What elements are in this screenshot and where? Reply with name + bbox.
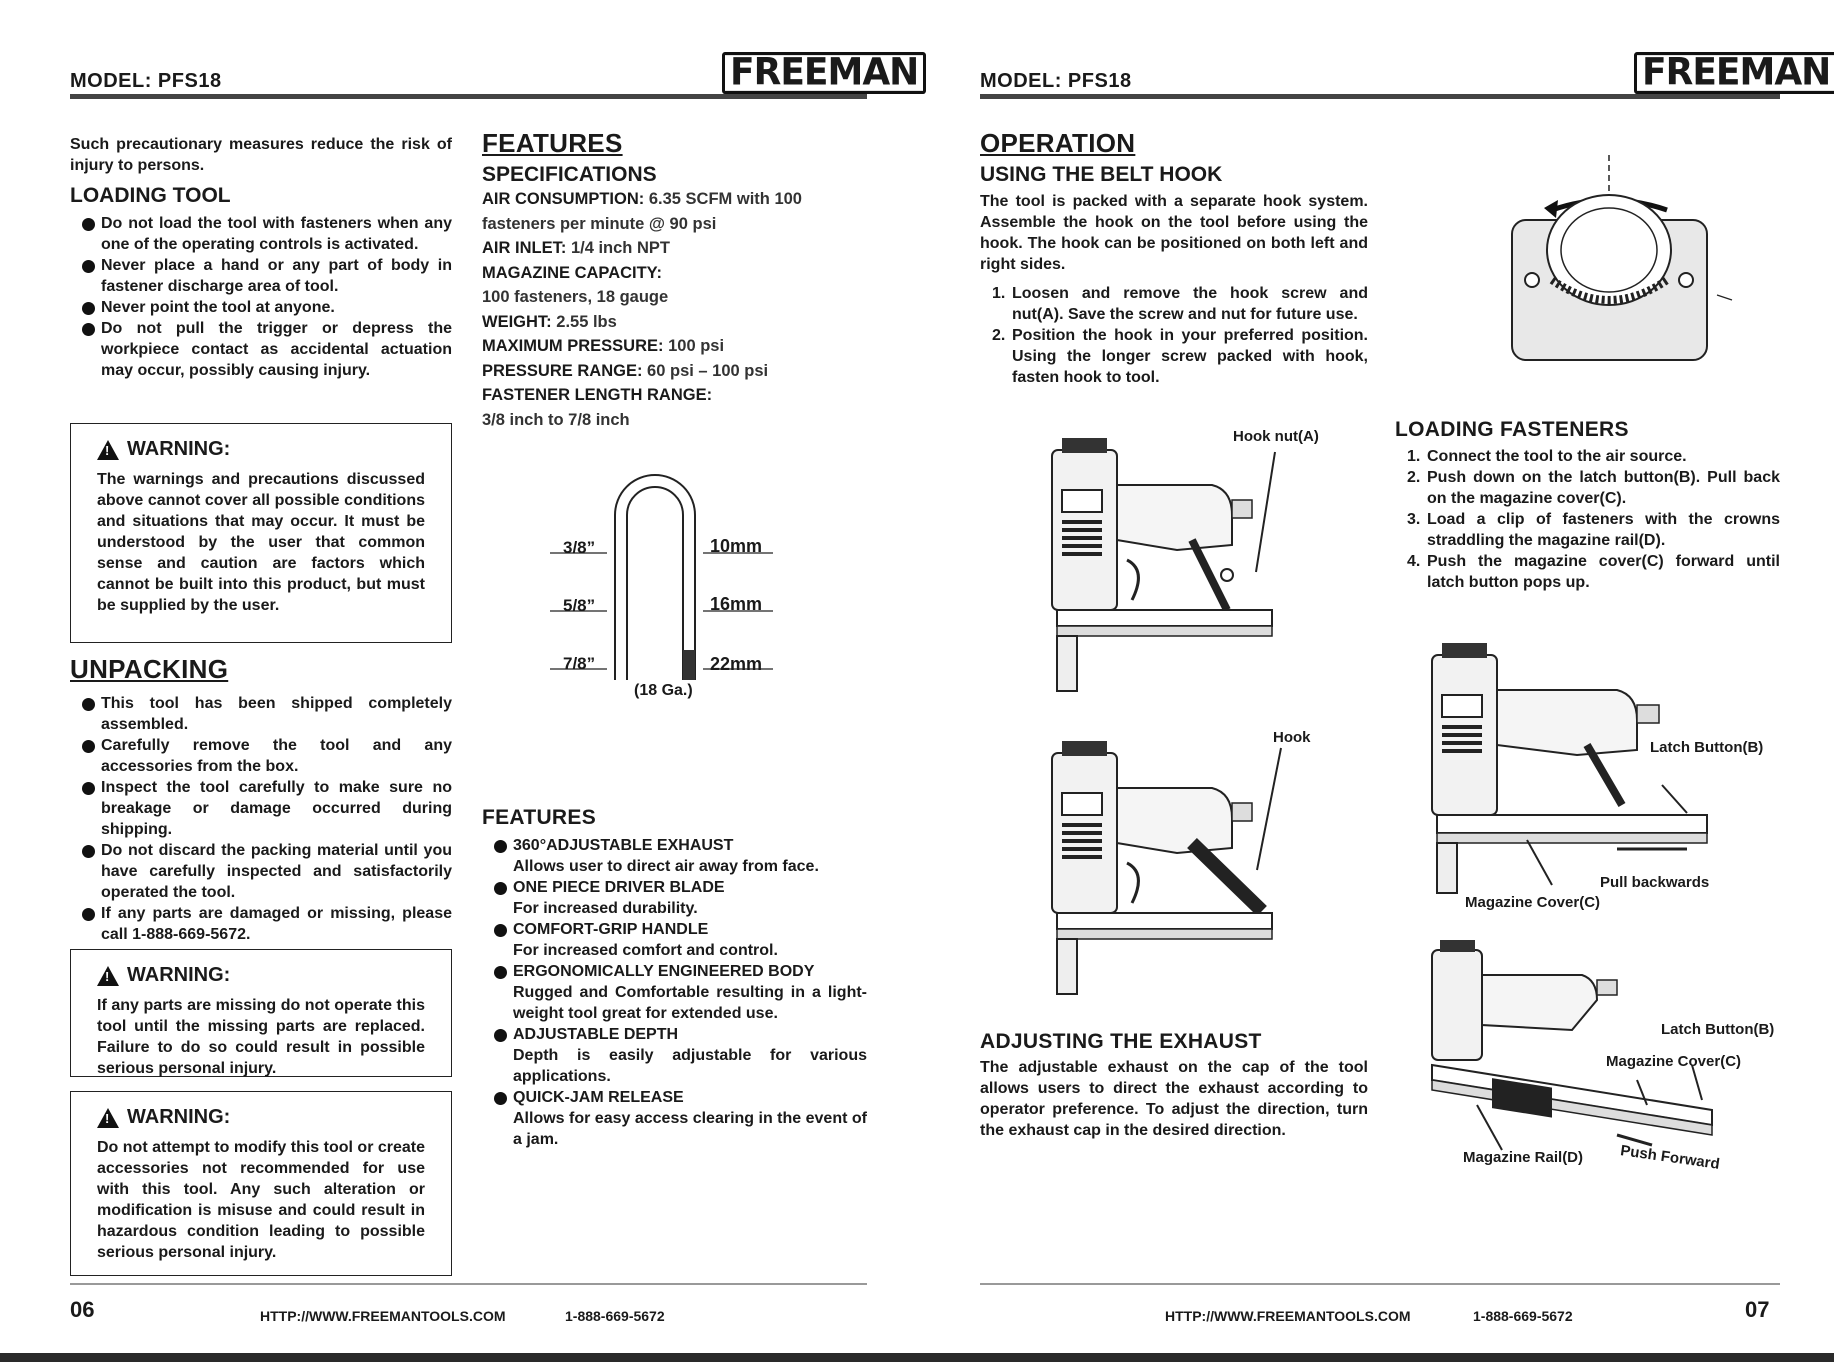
bottom-bar [0, 1353, 1834, 1362]
freeman-logo: FREEMAN [1634, 51, 1834, 94]
list-item: 1. Connect the tool to the air source. [1407, 448, 1687, 465]
list-item: Never point the tool at anyone. [70, 297, 452, 318]
features-title: FEATURES [482, 128, 623, 158]
magazine-rail-label: Magazine Rail(D) [1463, 1149, 1584, 1166]
unpacking-list [70, 693, 452, 945]
staple-diagram [545, 455, 775, 715]
list-item: Do not pull the trigger or depress the workpiece contact as accidental actuation may occur, possibly causing injury. [70, 318, 452, 381]
list-item: Inspect the tool carefully to make sure no breakage or damage occurred during shipping. [70, 777, 452, 840]
feature-item: COMFORT-GRIP HANDLE For increased comfort and control. [482, 919, 867, 961]
left-column [70, 134, 452, 381]
warning-box-1 [70, 423, 452, 643]
feature-item: 360°ADJUSTABLE EXHAUST Allows user to direct air away from face. [482, 835, 867, 877]
belt-hook-title: USING THE BELT HOOK [980, 163, 1223, 186]
list-item: 4. Push the magazine cover(C) forward until latch button pops up. [1407, 553, 1780, 591]
loading-tool-title: LOADING TOOL [70, 184, 231, 207]
loading-tool-list [70, 213, 452, 381]
warning-icon [97, 966, 119, 986]
feature-item: ERGONOMICALLY ENGINEERED BODY Rugged and Comfortable resulting in a light-weight tool great for extended use. [482, 961, 867, 1024]
staple-inch-1: 3/8” [563, 538, 596, 557]
pull-backwards-label: Pull backwards [1600, 874, 1710, 891]
list-item: 1. Loosen and remove the hook screw and nut(A). Save the screw and nut for future use. [992, 285, 1368, 323]
footer-url[interactable]: HTTP://WWW.FREEMANTOOLS.COM [1165, 1308, 1411, 1324]
hook-label: Hook [1273, 729, 1311, 746]
model-label: MODEL: PFS18 [70, 70, 222, 92]
footer-phone: 1-888-669-5672 [1473, 1308, 1573, 1324]
push-forward-label: Push Forward [1619, 1142, 1721, 1173]
loading-fasteners-title: LOADING FASTENERS [1395, 418, 1629, 441]
features-list [482, 835, 867, 1150]
warning-box-2 [70, 949, 452, 1077]
page-number: 07 [1745, 1297, 1770, 1322]
page-number: 06 [70, 1297, 95, 1322]
feature-item: ADJUSTABLE DEPTH Depth is easily adjustable for various applications. [482, 1024, 867, 1087]
warning-icon [97, 1108, 119, 1128]
staple-mm-2: 16mm [710, 594, 763, 614]
staple-inch-3: 7/8” [563, 654, 596, 673]
feature-item: ONE PIECE DRIVER BLADE For increased durability. [482, 877, 867, 919]
hook-nut-label: Hook nut(A) [1233, 428, 1319, 445]
list-item: 2. Push down on the latch button(B). Pull back on the magazine cover(C). [1407, 469, 1780, 507]
warning-box-3 [70, 1091, 452, 1276]
staple-gauge: (18 Ga.) [634, 682, 693, 699]
staple-mm-3: 22mm [710, 654, 763, 674]
loading-fasteners-steps [1395, 446, 1780, 593]
specs-list: AIR CONSUMPTION: 6.35 SCFM with 100 fasteners per minute @ 90 psi AIR INLET: 1/4 inch NPT MAGAZINE CAPACITY: 100 fasteners, 18 gauge WEIGHT: 2.55 lbs MAXIMUM PRESSURE: 100 psi PRESSURE RANGE: 60 psi – 100 psi FASTENER LENGTH RANGE: 3/8 inch to 7/8 inch [482, 190, 802, 429]
intro-text: Such precautionary measures reduce the risk of injury to persons. [70, 136, 452, 174]
operation-title: OPERATION [980, 128, 1136, 158]
warning-title: WARNING: [127, 1106, 231, 1128]
loading-fasteners-section [1395, 418, 1780, 593]
footer-rule [70, 1283, 867, 1285]
nailer-pull-back-image [1417, 635, 1722, 895]
latch-button-label-2: Latch Button(B) [1661, 1021, 1775, 1038]
magazine-cover-label: Magazine Cover(C) [1465, 894, 1601, 911]
list-item: Do not load the tool with fasteners when any one of the operating controls is activated. [70, 213, 452, 255]
list-item: Carefully remove the tool and any accessories from the box. [70, 735, 452, 777]
unpacking-title: UNPACKING [70, 654, 229, 684]
belt-hook-text: The tool is packed with a separate hook system. Assemble the hook on the tool before using the hook. The hook can be positioned on both left and right sides. [980, 193, 1368, 273]
feature-item: QUICK-JAM RELEASE Allows for easy access clearing in the event of a jam. [482, 1087, 867, 1150]
warning-text: Do not attempt to modify this tool or create accessories not recommended for use with this tool. Any such alteration or modification is misuse and could result in hazardous condition leading to possible serious personal injury. [97, 1139, 426, 1261]
list-item: Do not discard the packing material until you have carefully inspected and satisfactorily operated the tool. [70, 840, 452, 903]
list-item: Never place a hand or any part of body in fastener discharge area of tool. [70, 255, 452, 297]
list-item: This tool has been shipped completely assembled. [70, 693, 452, 735]
header-rule [70, 94, 867, 99]
warning-text: If any parts are missing do not operate this tool until the missing parts are replaced. Failure to do so could result in possible serious personal injury. [97, 997, 425, 1077]
list-item: 3. Load a clip of fasteners with the crowns straddling the magazine rail(D). [1407, 511, 1780, 549]
specs-column [482, 128, 867, 432]
exhaust-title: ADJUSTING THE EXHAUST [980, 1030, 1262, 1053]
exhaust-section [980, 1030, 1368, 1141]
footer-rule [980, 1283, 1780, 1285]
specs-title: SPECIFICATIONS [482, 163, 657, 186]
exhaust-text: The adjustable exhaust on the cap of the tool allows users to direct the exhaust according to operator preference. To adjust the direction, turn the exhaust cap in the desired direction. [980, 1059, 1368, 1139]
features2-title: FEATURES [482, 806, 597, 829]
list-item: If any parts are damaged or missing, please call 1-888-669-5672. [70, 903, 452, 945]
features-list-section [482, 806, 867, 1150]
staple-mm-1: 10mm [710, 536, 763, 556]
latch-button-label: Latch Button(B) [1650, 739, 1764, 756]
page-07 [917, 0, 1834, 1362]
model-label: MODEL: PFS18 [980, 70, 1132, 92]
magazine-cover-label-2: Magazine Cover(C) [1606, 1053, 1742, 1070]
list-item: 2. Position the hook in your preferred position. Using the longer screw packed with hook, fasten hook to tool. [992, 327, 1368, 386]
nailer-hook-image [1027, 733, 1277, 1003]
warning-icon [97, 440, 119, 460]
staple-inch-2: 5/8” [563, 596, 596, 615]
warning-text: The warnings and precautions discussed above cannot cover all possible conditions and situations that may occur. It must be understood by the user that common sense and caution are factors which cannot be built into this product, but must be supplied by the user. [97, 471, 425, 614]
footer-url[interactable]: HTTP://WWW.FREEMANTOOLS.COM [260, 1308, 506, 1324]
freeman-logo: FREEMAN [722, 51, 926, 94]
footer-phone: 1-888-669-5672 [565, 1308, 665, 1324]
warning-title: WARNING: [127, 964, 231, 986]
warning-title: WARNING: [127, 438, 231, 460]
